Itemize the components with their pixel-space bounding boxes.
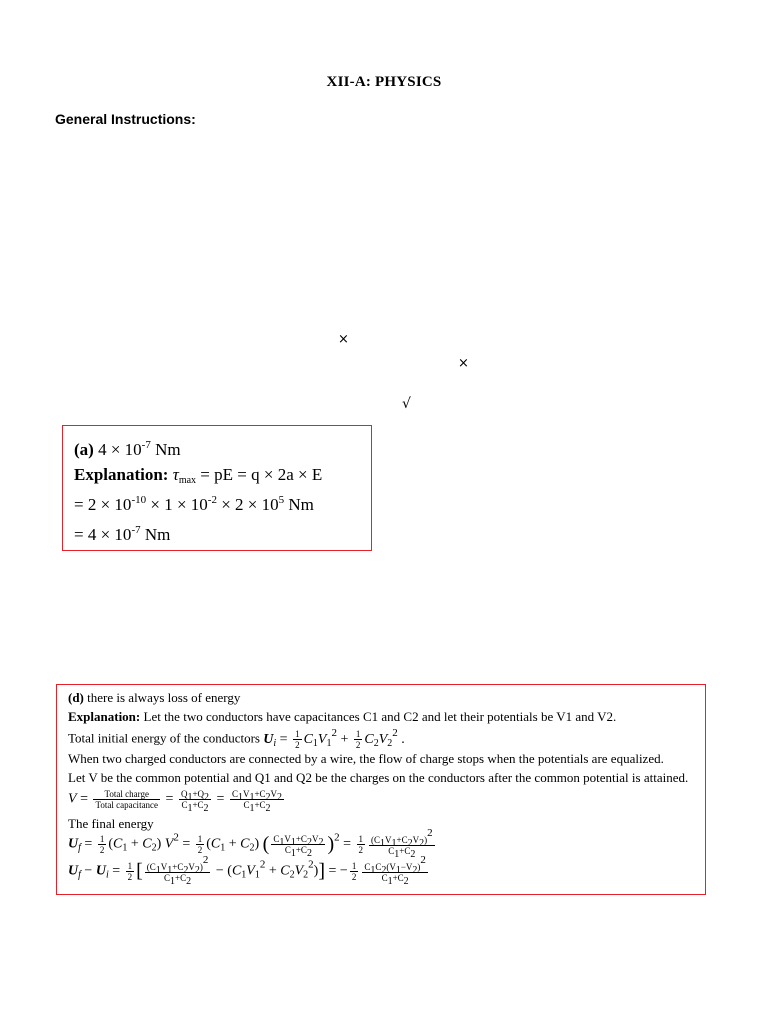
calc-part: × 2 × 10 <box>216 495 279 514</box>
connected-line: When two charged conductors are connected by a wire, the flow of charge stops when the potentials are equalized. <box>68 751 664 766</box>
exponent: -2 <box>207 494 217 506</box>
tau-symbol: τ <box>172 465 179 484</box>
total-capacitance-label: Total capacitance <box>95 800 159 810</box>
final-energy-line: The final energy <box>68 816 154 831</box>
answer-a-option: (a) <box>74 440 94 459</box>
answer-a-text: 4 × 10 <box>93 440 142 459</box>
common-potential-line: Let V be the common potential and Q1 and Q2 be the charges on the conductors after the common potential is attained. <box>68 770 689 785</box>
unit: Nm <box>140 525 171 544</box>
answer-d-text: there is always loss of energy <box>83 690 241 705</box>
answer-a-calc-line <box>74 495 314 515</box>
answer-a-box <box>62 425 372 551</box>
final-energy-formula: $U_f$ = $\frac{1}{2}$ $(C_1 + C_2) V^2$ = $\frac{1}{2}$ $(C_1 + C_2)$ ( $\frac{C_1V_1+C_2V_2}{C_1+C_2}$ )$^2$ = $\frac{1}{2}$ $\frac{(C_1V_1+C_2V_2)^2}{C_1+C_2}$ <box>68 827 433 860</box>
answer-d-explanation-line <box>68 709 616 725</box>
check-mark: √ <box>402 396 411 412</box>
max-subscript: max <box>178 475 197 486</box>
answer-d-option: (d) <box>68 690 84 705</box>
general-instructions-heading: General Instructions: <box>55 111 196 127</box>
answer-a-line <box>74 440 181 460</box>
exponent: -7 <box>131 524 141 536</box>
answer-d-box <box>56 684 706 895</box>
common-potential-formula: V = $\frac{\text{Total charge}}{\text{Total capacitance}}$ = $\frac{Q_1+Q_2}{C_1+C_2}$ = $\frac{C_1V_1+C_2V_2}{C_1+C_2}$ <box>68 789 283 814</box>
exponent: 5 <box>278 494 285 506</box>
answer-a-result-line <box>74 525 170 545</box>
explanation-label: Explanation: <box>74 465 169 484</box>
unit: Nm <box>150 440 181 459</box>
unit: Nm <box>284 495 314 514</box>
calc-part: = 4 × 10 <box>74 525 132 544</box>
times-mark-1: × <box>338 332 349 347</box>
torque-formula: = pE = q × 2a × E <box>196 465 323 484</box>
answer-a-explanation-line <box>74 465 322 485</box>
answer-d-option-line <box>68 690 240 706</box>
explanation-label: Explanation: <box>68 709 141 724</box>
page-title: XII-A: PHYSICS <box>326 74 442 90</box>
energy-difference-formula: $U_f - U_i$ = $\frac{1}{2}$ [ $\frac{(C_1V_1+C_2V_2)^2}{C_1+C_2}$ − $(C_1V_1^2 + C_2V_2^2)$] = − $\frac{1}{2}$ $\frac{C_1C_2(V_1-V_2)^2}{C_1+C_2}$ <box>68 854 426 887</box>
calc-part: × 1 × 10 <box>146 495 208 514</box>
calc-part: = 2 × 10 <box>74 495 132 514</box>
exponent: -7 <box>141 439 151 451</box>
explanation-text: Let the two conductors have capacitances C1 and C2 and let their potentials be V1 and V2. <box>140 709 617 724</box>
times-mark-2: × <box>458 356 469 371</box>
initial-energy-text: Total initial energy of the conductors <box>68 730 260 746</box>
initial-energy-line <box>68 726 405 750</box>
total-charge-label: Total charge <box>93 789 160 800</box>
initial-energy-formula: $U_i$ = $\frac{1}{2}$ $C_1V_1^2$ + $\frac{1}{2}$ $C_2V_2^2$ . <box>263 726 405 750</box>
exponent: -10 <box>131 494 147 506</box>
